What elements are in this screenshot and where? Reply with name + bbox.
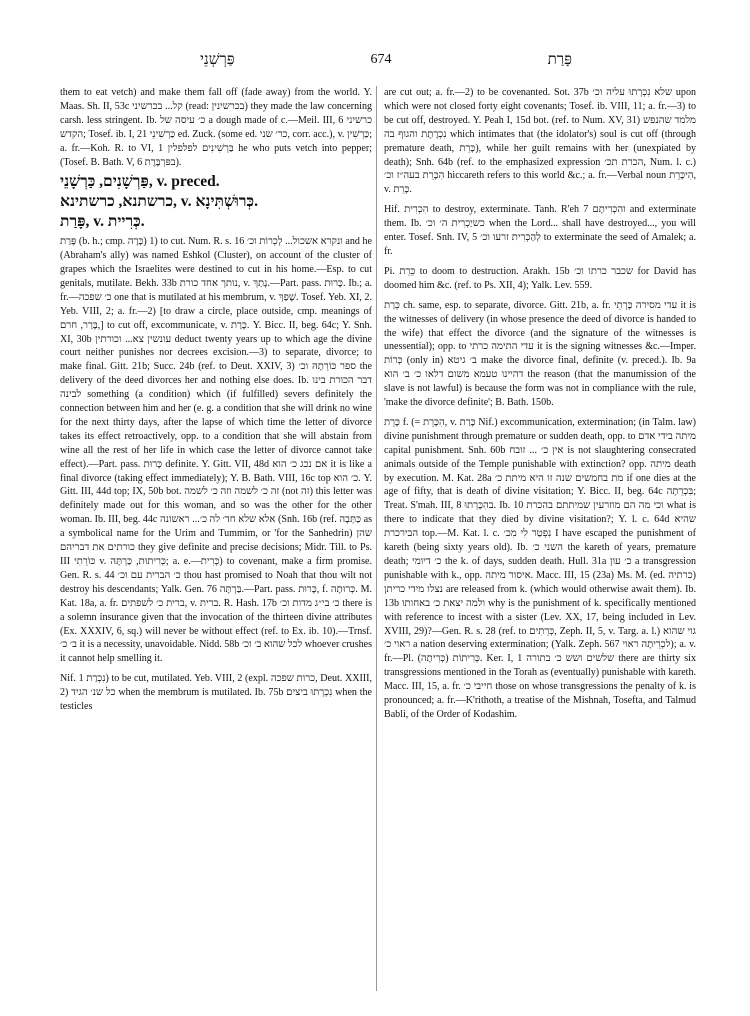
right-running-head: פָּרַת [547,52,572,68]
entry-parshanim: פַּרְשָׁנִים, כַּרְשָׁנֵי, v. preced. [60,173,220,191]
entry-hif: Hif. הִכְרִית to destroy, exterminate. Tanh. R'eh 7 והִכְרִיתָם and exterminate them. Ib. כשיַכְרִית ה׳ וכ׳ when the Lord... shall have destroyed..., you will enter. Tosef. Snh. IV, 5 לְהַכְרִית זרעו וכ׳ to exterminate the seed of Amalek; a. fr. [384,204,697,257]
entry-pi: Pi. כֵּרֵת to doom to destruction. Arakh. 15b שכבר כרתו וכ׳ for David has doomed him &c. (ref. to Ps. XII, 4); Yalk. Lev. 559. [384,265,697,291]
column-divider [376,86,377,991]
entry-continuation: them to eat vetch) and make them fall off (fade away) from the world. Y. Maas. Sh. II, 53c קל... בכרשיני (read: בכרשינין) they made the law concerning carsh. less stringent. Ib. כ׳ עיסה של a dough made of c.—Meil. III, 6 כרשיני הקדש; Tosef. ib. I, 21 כַּרְשִׁינֵי ed. Zuck. (some ed. כר׳ שני, corr. acc.), v. כַּרְשִׁין; a. fr.—Koh. R. to VI, 1 בַּרְשִׁינִים לפלפלין he who puts vetch into pepper; (Tosef. B. Bath. V, 6 בפּרְבֶּרֶת). [60,87,373,168]
entry-karat-nif: Nif. נִכְרַת 1) to be cut, mutilated. Yeb. VIII, 2 (expl. כרות שפכה, Deut. XXIII, 2) כל שנ׳ הגיד when the membrum is mutilated. Ib. 75b נִכְרְתוּ ביצים when the testicles [60,673,373,713]
entry-kerat-ch: כְּרַת ch. same, esp. to separate, divorce. Gitt. 21b, a. fr. עדי מסירה כָּרְתֵי it is the witnesses of delivery (in whose presence the deed of divorce is handed to the wife) that effect the divorce (and the signature of the witnesses is unessential); opp. to עדי התימה כרתי it is the signing witnesses &c.—Imper. כְּרוֹת (only in) ב׳ גיטא make the divorce final, definite (v. preced.). Ib. 9a דהיינו טעמא משום דלאו כ׳ ב׳ הוא the reason (that the manumission of the slave is not lawful) is because the form was not in compliance with the rule, 'make the divorce definite'; B. Bath. 150b. [384,299,697,409]
entry-nif-continuation: are cut out; a. fr.—2) to be covenanted. Sot. 37b שלא נִכְרְתוּ עליה וכ׳ upon which were not closed forty eight covenants; Tosef. ib. VIII, 11; a. fr.—3) to be cut off, destroyed. Y. Peah I, 15d bot. (ref. to Num. XV, 31) מלמד שהנפש נִכְרֶתֶת והגוף בה which intimates that (the idolator's) soul is cut off (through premature death, כָּרֵת), while her guilt remains with her (unexpiated by death); Snh. 64b (ref. to the emphasized expression הכרת תכ׳, Num. l. c.) הִכָּרֵת בעה״ז וכ׳ hiccareth refers to this world &c.; a. fr.—Verbal noun הִיכָּרֵת, v. כָּרֵת. [384,87,696,196]
right-column [384,86,696,722]
page-number: 674 [370,52,392,67]
left-running-head: פַּרְשְׁנֵי [200,52,235,68]
page-header [60,52,702,72]
entry-karat-ref: פָּרַת, v. כְּרִיית. [60,213,145,231]
left-column [60,86,372,714]
entry-karet: כָּרֵת f. (= הִכָּרֵת, v. כָּרַת Nif.) excommunication, extermination; (in Talm. law) divine punishment through premature or sudden death, opp. to מיתה בידי אדם capital punishment. Snh. 60b אין כ׳ ... זובח is not slaughtering consecrated animals outside of the Temple punishable with extinction? opp. מיתה death by execution. M. Kat. 28a מת בחמשים שנה זו היא מיתת כ׳ if one dies at the age of fifty, that is death of divine visitation; Y. Bicc. II, beg. 64c בִּכְרֵתָה; Treat. S'mah. III, 8 בהִכָּרְתוּ. Ib. 10 וכי מה הם מוזרעין שמיתתם בהכרת what is there to indicate that they died by divine visitation?; Y. l. c. 64d שהיא הבירכרת top.—M. Kat. l. c. נִפְטַר לִי מִכ׳ I have escaped the punishment of kareth (being sixty years old). Ib. השני כ׳ the kareth of years, premature death; כ׳ דיומי the k. of days, sudden death. Hull. 31a כ׳ עון a transgression punishable with k., opp. איסור מיתה. Macc. III, 15 (23a) Ms. M. (ed. כרתיה) נצלו מידי כריתן are released from k. (which would otherwise await them). Ib. 13b ולמה יצאת כ׳ באחותו why is the punishment of k. specifically mentioned with reference to incest with a sister (Lev. XX, 17, being included in Lev. XVIII, 29)?—Gen. R. s. 28 (ref. to כְּרֵתִים, Zeph. II, 5, v. Targ. a. l.) גוי שהוא ראוי כ׳ a nation deserving extermination; (Yalk. Zeph. 567 לכְרֵיתָה ראוי); a. v. fr.—Pl. כְּרִיתוֹת (כְּרִיתָה). Ker. I, 1 שלשים ושש כ׳ בתורה there are thirty six transgressions mentioned in the Torah as (eventually) punishable with kareth. Macc. III, 15, a. fr. חייבי כ׳ those on whose transgressions the penalty of k. is pronounced; a. fr.—K'rithoth, a treatise of the Mishnah, Tosefta, and Talmud Babli, of the Order of Kodashim. [384,416,697,720]
entry-karat: פָּרַת (b. h.; cmp. כָּרָה) 1) to cut. Num. R. s. 16 ונקרא אשכול... לְכְרוֹת וכ׳ and he (Abraham's ally) was named Eshkol (Cluster), on account of the cluster of grapes which the Israelites were destined to cut in his home.—Esp. to cut genitals, mutilate. Bekh. 33b נותך אחד כורת, v. נָתַךְ.—Part. pass. כָּרוּת. Ib.; a. fr.—כ׳ שפכה one that is mutilated at his membrum, v. שָׁפַךְ. Tosef. Yeb. XI, 2. Yeb. VIII, 2; a. fr.—2) [to draw a circle, place outside, cmp. meanings of בָּרַר, חרם,] to cut off, excommunicate, v. כָּרַת. Y. Bicc. II, beg. 64c; Y. Snh. XI, 30b עונשין צא... וכורתין deduct twenty years up to which age the divine court neither punishes nor decrees excision.—3) to separate, divorce; to make final. Gitt. 21b; Succ. 24b (ref. to Deut. XXIV, 3) ספר כּוֹרְתָהּ וכ׳ the delivery of the deed divorces her and nothing else does. Ib. דבר הכורת בינו לבינה something (a condition) which (if fulfilled) severs definitely the connection between him and her (e. g. a condition that she will drink no wine for the next thirty days, after the lapse of which time the letter of divorce takes its effect retroactively, opp. to a condition that she will abstain from wine all the rest of her life in which case the letter of divorce cannot take effect).—Part. pass. כָּרוּת definite. Y. Gitt. VII, 48d אם נכג כ׳ הוא it is like a final divorce (taking effect immediately); Y. B. Bath. VIII, 16c top כ׳ הוא. Y. Gitt. III, 44d top; IX, 50b bot. זה כ׳ לשמה וזה כ׳ לשמה (not זה) this letter was definitely made out for this woman, and so was the other for the other woman. Ib. III, beg. 44c אלא שלא חד׳ לה כ׳... ראשונה (Snh. 16b (ref. כַּתְּבָה as a symbolical name for the Urim and Tummim, or 'for the Sanhedrin) שהן כורתים את דבריהם they give definite and precise decisions; Midr. Till. to Ps. III כּוֹרֵתִי v. כְּרִיתוּת, כַּרְתָּה; a. e.—כְּרִית) to covenant, make a firm promise. Gen. R. s. 44 כ׳ הברית עם וכ׳ thou hast promised to Noah that thou wilt not destroy his descendants; Yalk. Gen. 76 בַּרְתָּה.—Part. pass. כָּרוּת, f. כְּרוּתָה. M. Kat. 18a, a. fr. ברית כ׳ לשפתים, v. ברית. R. Hash. 17b כ׳ בי״ג מדות וכ׳ there is a solemn insurance given that the invocation of the thirteen divine attributes (Ex. XXXIV, 6, sq.) will never be without effect (ref. to Ex. ib. 10).—Trnsf. ב׳ כ׳ it is a necessity, unavoidable. Nidd. 58b לכל שהוא ב׳ וכ׳ whoever crushes it cannot help smelling it. [60,236,373,665]
entry-karshetna: כרשתנא, כרשתינא, v. כְּרוּשְׁתִּינָא. [60,193,258,211]
